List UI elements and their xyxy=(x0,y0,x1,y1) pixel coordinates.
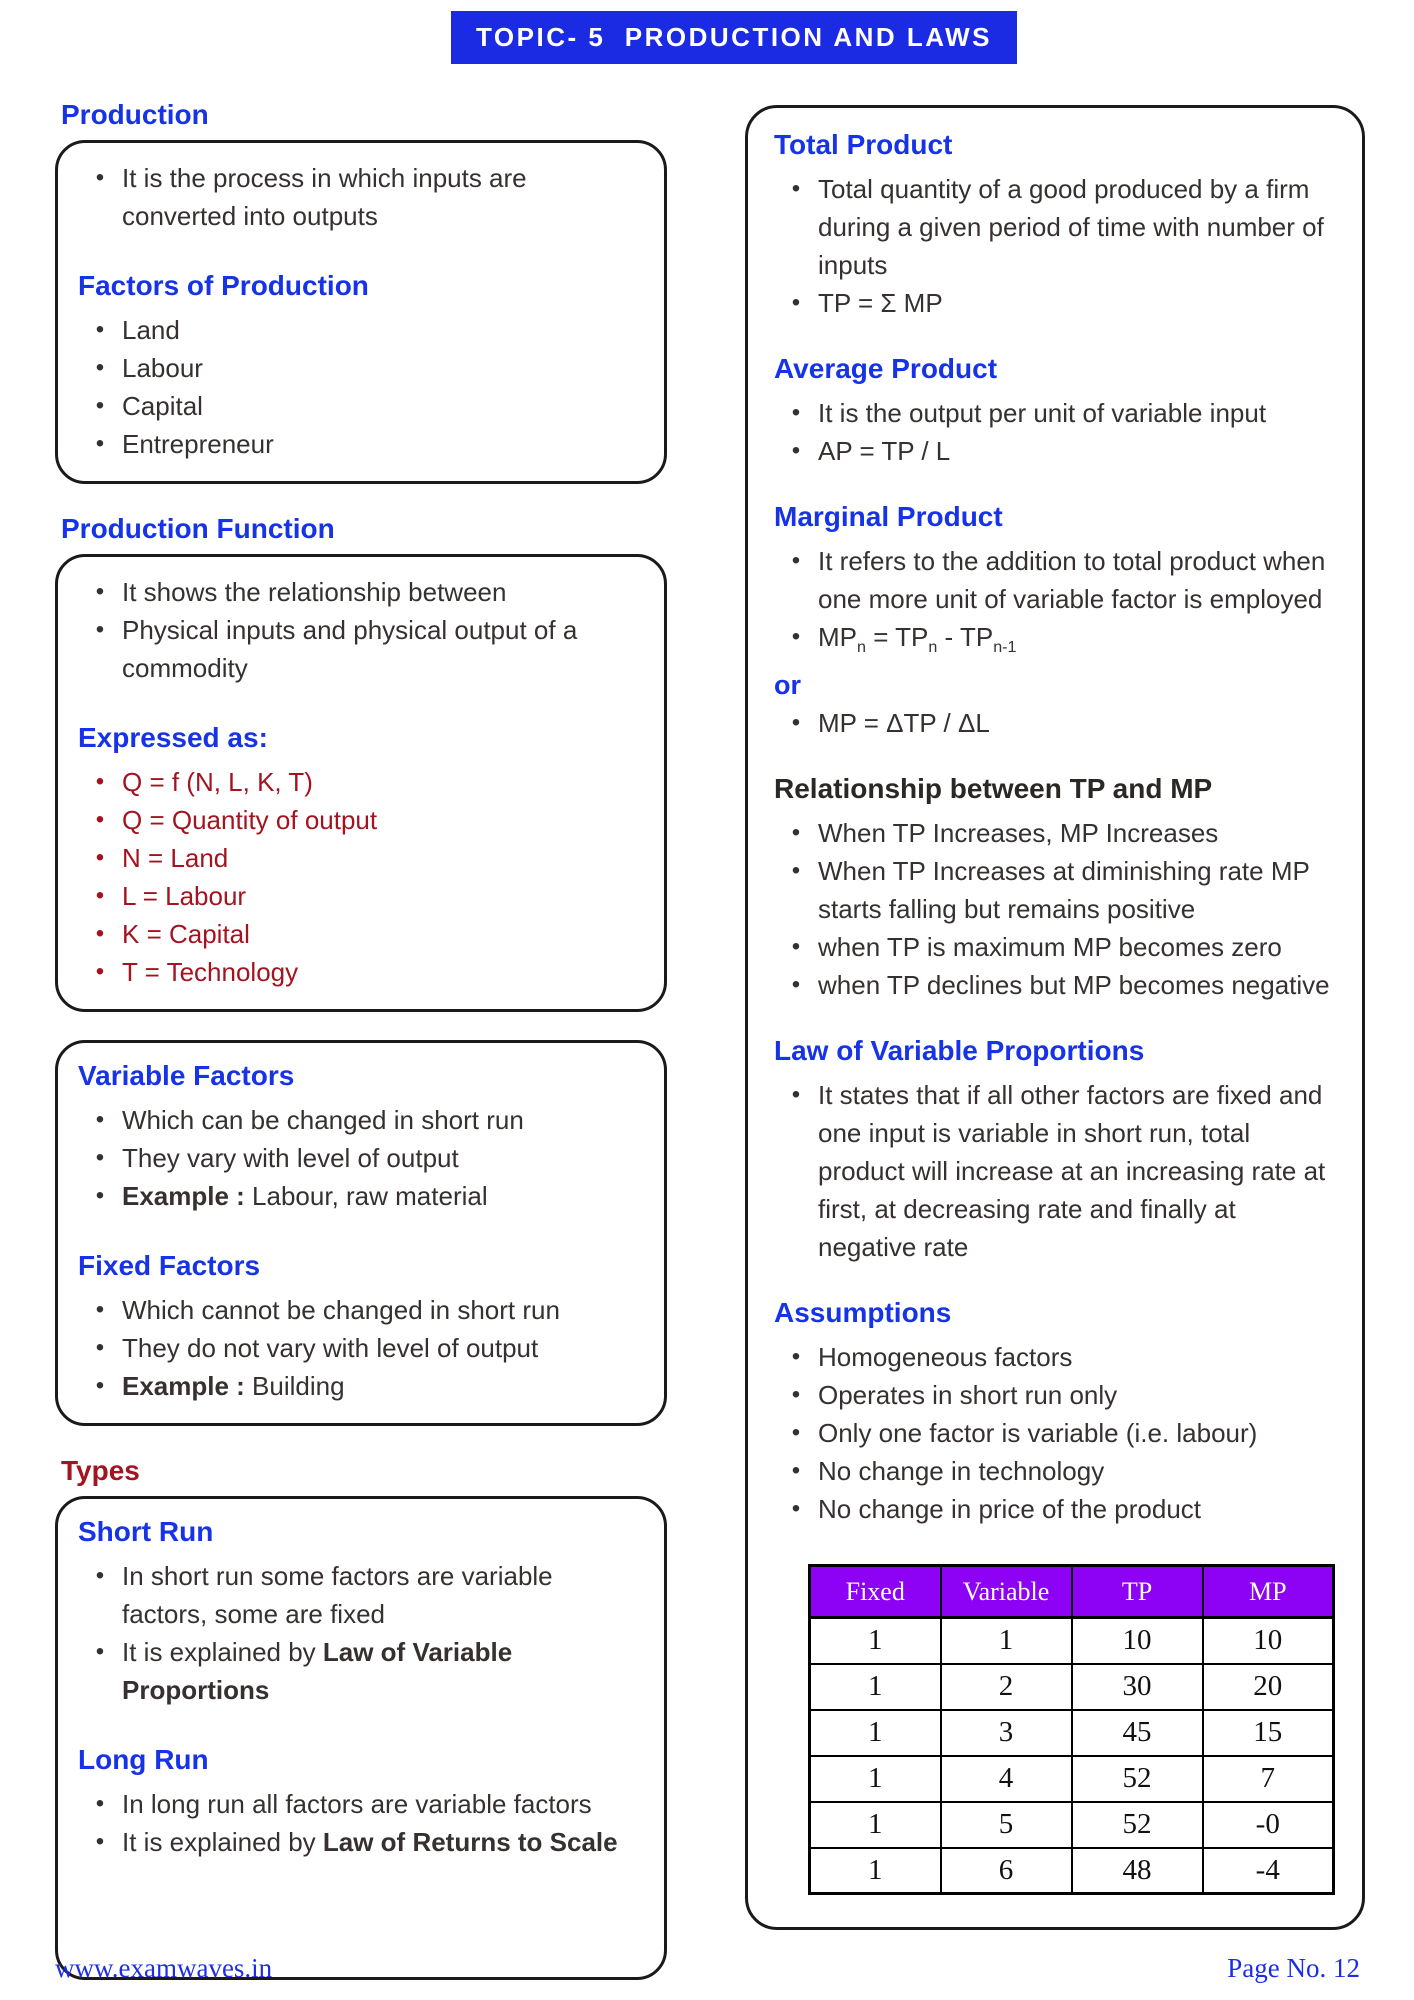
bullet-item: • K = Capital xyxy=(78,915,644,953)
bullet-item: • Labour xyxy=(78,349,644,387)
bullet-dot-icon xyxy=(78,611,122,649)
table-cell: 1 xyxy=(810,1848,941,1894)
bullet-dot-icon xyxy=(78,839,122,877)
bullet-dot-icon xyxy=(774,814,818,852)
table-header-mp: MP xyxy=(1203,1566,1334,1618)
table-cell: 15 xyxy=(1203,1710,1334,1756)
bullet-item: • It states that if all other factors are fixed and one input is variable in short run, total product will increase at an increasing rate at first, at decreasing rate and finally at negative rate xyxy=(774,1076,1340,1266)
bullet-item xyxy=(774,432,1340,470)
bullet-item: • T = Technology xyxy=(78,953,644,991)
table-header-fixed: Fixed xyxy=(810,1566,941,1618)
bullet-item: • Entrepreneur xyxy=(78,425,644,463)
table-row xyxy=(810,1710,1334,1756)
relationship-heading: Relationship between TP and MP xyxy=(774,773,1213,805)
bullet-dot-icon xyxy=(78,1329,122,1367)
tp-mp-table xyxy=(808,1564,1335,1895)
bullet-item: • Operates in short run only xyxy=(774,1376,1340,1414)
bullet-item: • L = Labour xyxy=(78,877,644,915)
table-cell: 10 xyxy=(1072,1618,1203,1664)
types-heading: Types xyxy=(61,1455,140,1486)
bullet-dot-icon xyxy=(774,1490,818,1528)
table-cell: 3 xyxy=(941,1710,1072,1756)
bullet-item xyxy=(78,1823,644,1861)
short-run-heading: Short Run xyxy=(78,1516,214,1547)
bullet-item: • Only one factor is variable (i.e. labour) xyxy=(774,1414,1340,1452)
long-run-b2-pre: It is explained by xyxy=(122,1827,323,1857)
bullet-dot-icon xyxy=(78,763,122,801)
bullet-item: • when TP declines but MP becomes negative xyxy=(774,966,1340,1004)
bullet-item xyxy=(774,704,1340,742)
expressed-as-heading: Expressed as: xyxy=(78,722,268,753)
table-row xyxy=(810,1756,1334,1802)
bullet-dot-icon xyxy=(774,704,818,742)
bullet-item: • Which cannot be changed in short run xyxy=(78,1291,644,1329)
long-run-heading: Long Run xyxy=(78,1744,209,1775)
law-of-variable-proportions-section xyxy=(774,1034,1340,1266)
table-cell: 20 xyxy=(1203,1664,1334,1710)
types-box xyxy=(55,1496,667,1980)
or-label: or xyxy=(774,670,801,701)
bullet-dot-icon xyxy=(774,966,818,1004)
example-label: Example : xyxy=(122,1181,245,1211)
short-run-b2-pre: It is explained by xyxy=(122,1637,323,1667)
table-header-row xyxy=(810,1566,1334,1618)
tp-formula: TP = Σ MP xyxy=(818,288,943,318)
table-row xyxy=(810,1802,1334,1848)
bullet-item xyxy=(774,284,1340,322)
table-cell: 1 xyxy=(810,1756,941,1802)
table-row xyxy=(810,1618,1334,1664)
bullet-dot-icon xyxy=(78,1101,122,1139)
table-cell: -0 xyxy=(1203,1802,1334,1848)
bullet-dot-icon xyxy=(774,928,818,966)
bullet-item xyxy=(774,618,1340,666)
topic-banner xyxy=(451,11,1017,64)
table-cell: 6 xyxy=(941,1848,1072,1894)
bullet-item: • Q = f (N, L, K, T) xyxy=(78,763,644,801)
table-cell: 1 xyxy=(810,1710,941,1756)
production-function-heading: Production Function xyxy=(61,513,335,544)
table-cell: 1 xyxy=(810,1618,941,1664)
table-cell: 4 xyxy=(941,1756,1072,1802)
bullet-item: • When TP Increases at diminishing rate MP starts falling but remains positive xyxy=(774,852,1340,928)
bullet-dot-icon xyxy=(78,1823,122,1861)
bullet-item xyxy=(78,1367,644,1405)
website-url: www.examwaves.in xyxy=(55,1953,273,1983)
average-product-heading: Average Product xyxy=(774,353,998,384)
example-text: Labour, raw material xyxy=(244,1181,488,1211)
bullet-item: • When TP Increases, MP Increases xyxy=(774,814,1340,852)
table-row xyxy=(810,1664,1334,1710)
bullet-dot-icon xyxy=(774,1452,818,1490)
variable-factors-heading: Variable Factors xyxy=(78,1060,295,1091)
production-box xyxy=(55,140,667,484)
fixed-factors-heading: Fixed Factors xyxy=(78,1250,261,1281)
total-product-section xyxy=(774,128,1340,322)
marginal-product-heading: Marginal Product xyxy=(774,501,1003,532)
table-cell: 52 xyxy=(1072,1756,1203,1802)
bullet-dot-icon xyxy=(774,1338,818,1376)
bullet-item: • It is the output per unit of variable input xyxy=(774,394,1340,432)
table-cell: -4 xyxy=(1203,1848,1334,1894)
bullet-item: • Homogeneous factors xyxy=(774,1338,1340,1376)
example-text: Building xyxy=(244,1371,345,1401)
bullet-dot-icon xyxy=(78,1633,122,1671)
bullet-dot-icon xyxy=(774,618,818,656)
bullet-dot-icon xyxy=(774,394,818,432)
example-label: Example : xyxy=(122,1371,245,1401)
bullet-item: • Which can be changed in short run xyxy=(78,1101,644,1139)
bullet-dot-icon xyxy=(774,432,818,470)
average-product-section xyxy=(774,352,1340,470)
table-cell: 45 xyxy=(1072,1710,1203,1756)
left-column xyxy=(55,98,667,1980)
table-header-variable: Variable xyxy=(941,1566,1072,1618)
bullet-dot-icon xyxy=(774,1376,818,1414)
bullet-dot-icon xyxy=(78,801,122,839)
table-cell: 5 xyxy=(941,1802,1072,1848)
bullet-dot-icon xyxy=(78,915,122,953)
bullet-item: • No change in price of the product xyxy=(774,1490,1340,1528)
bullet-dot-icon xyxy=(78,425,122,463)
bullet-dot-icon xyxy=(78,159,122,197)
bullet-dot-icon xyxy=(78,1139,122,1177)
bullet-dot-icon xyxy=(78,1177,122,1215)
bullet-dot-icon xyxy=(78,877,122,915)
total-product-heading: Total Product xyxy=(774,129,953,160)
mp-delta-formula: MP = ΔTP / ΔL xyxy=(818,708,990,739)
bullet-item: • It refers to the addition to total product when one more unit of variable factor is employed xyxy=(774,542,1340,618)
table-cell: 1 xyxy=(810,1802,941,1848)
marginal-product-section xyxy=(774,500,1340,742)
production-heading: Production xyxy=(61,99,209,130)
table-cell: 7 xyxy=(1203,1756,1334,1802)
bullet-item: • They vary with level of output xyxy=(78,1139,644,1177)
bullet-item: • In short run some factors are variable factors, some are fixed xyxy=(78,1557,644,1633)
table-cell: 2 xyxy=(941,1664,1072,1710)
table-cell: 30 xyxy=(1072,1664,1203,1710)
bullet-item: • It shows the relationship between xyxy=(78,573,644,611)
factors-box xyxy=(55,1040,667,1426)
bullet-dot-icon xyxy=(78,1557,122,1595)
relationship-section xyxy=(774,772,1340,1004)
bullet-item xyxy=(78,1633,644,1709)
bullet-dot-icon xyxy=(774,1414,818,1452)
table-row xyxy=(810,1848,1334,1894)
table-cell: 48 xyxy=(1072,1848,1203,1894)
mp-formula-subscript: $MP_n = TP_n - TP_{n-1}$ xyxy=(818,622,1017,657)
long-run-b2-bold: Law of Returns to Scale xyxy=(322,1827,618,1857)
bullet-item: • when TP is maximum MP becomes zero xyxy=(774,928,1340,966)
table-cell: 52 xyxy=(1072,1802,1203,1848)
bullet-item: • Physical inputs and physical output of a commodity xyxy=(78,611,644,687)
topic-banner-title: TOPIC- 5 PRODUCTION AND LAWS xyxy=(476,22,992,52)
bullet-dot-icon xyxy=(774,542,818,580)
bullet-dot-icon xyxy=(774,284,818,322)
table-cell: 10 xyxy=(1203,1618,1334,1664)
bullet-item: • It is the process in which inputs are converted into outputs xyxy=(78,159,644,235)
bullet-dot-icon xyxy=(774,852,818,890)
bullet-dot-icon xyxy=(78,349,122,387)
bullet-dot-icon xyxy=(78,573,122,611)
bullet-item: • Land xyxy=(78,311,644,349)
bullet-dot-icon xyxy=(78,311,122,349)
short-run-b2-bold: Law of Variable Proportions xyxy=(122,1637,513,1705)
bullet-item: • Total quantity of a good produced by a firm during a given period of time with number of inputs xyxy=(774,170,1340,284)
page-number: Page No. 12 xyxy=(1227,1953,1360,1983)
bullet-item xyxy=(78,1177,644,1215)
bullet-item: • In long run all factors are variable factors xyxy=(78,1785,644,1823)
table-cell: 1 xyxy=(810,1664,941,1710)
bullet-dot-icon xyxy=(78,1785,122,1823)
bullet-dot-icon xyxy=(78,1291,122,1329)
bullet-item: • Q = Quantity of output xyxy=(78,801,644,839)
bullet-dot-icon xyxy=(78,387,122,425)
bullet-dot-icon xyxy=(78,1367,122,1405)
bullet-dot-icon xyxy=(774,170,818,208)
bullet-item: • No change in technology xyxy=(774,1452,1340,1490)
table-cell: 1 xyxy=(941,1618,1072,1664)
right-column-box xyxy=(745,105,1365,1930)
bullet-item: • N = Land xyxy=(78,839,644,877)
assumptions-heading: Assumptions xyxy=(774,1297,952,1329)
bullet-dot-icon xyxy=(774,1076,818,1114)
bullet-dot-icon xyxy=(78,953,122,991)
assumptions-section xyxy=(774,1296,1340,1528)
factors-of-production-heading: Factors of Production xyxy=(78,270,369,301)
bullet-item: • They do not vary with level of output xyxy=(78,1329,644,1367)
law-of-variable-proportions-heading: Law of Variable Proportions xyxy=(774,1035,1145,1067)
table-header-tp: TP xyxy=(1072,1566,1203,1618)
bullet-item: • Capital xyxy=(78,387,644,425)
ap-formula: AP = TP / L xyxy=(818,436,951,466)
production-function-box xyxy=(55,554,667,1012)
